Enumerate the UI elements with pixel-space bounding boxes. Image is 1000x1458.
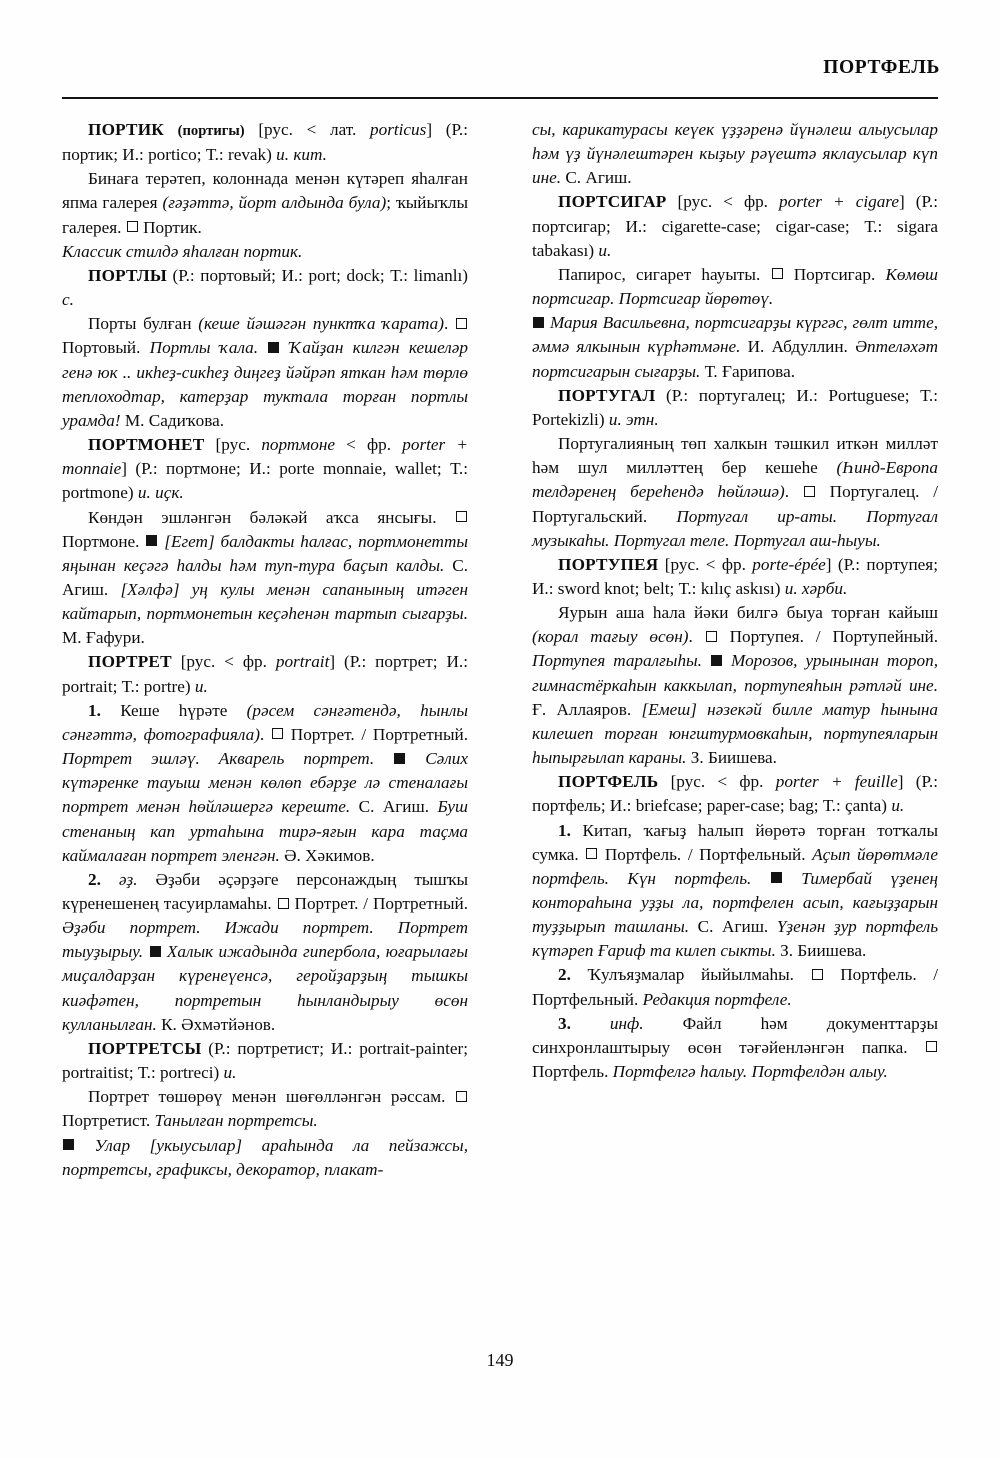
translation-glosses: (Р.: портфель; И.: briefcase; paper-case; bag; Т.: çanta) bbox=[532, 772, 938, 816]
filled-square-icon bbox=[711, 655, 722, 666]
entry-portretsy bbox=[62, 1037, 468, 1085]
citations-portsigar bbox=[532, 311, 938, 383]
example-phrase: Портрет эшләү. Акварель портрет. bbox=[62, 749, 375, 769]
russian-equivalent: Портовый. bbox=[62, 338, 141, 358]
etymology-source: porticus bbox=[370, 120, 427, 139]
usage-note: (ғәҙәттә, йорт алдында була) bbox=[162, 193, 387, 213]
definition-text: Папирос, сигарет һауыты. bbox=[558, 264, 761, 284]
headword: ПОРТИК bbox=[88, 120, 164, 139]
translation-glosses: (Р.: портмоне; И.: porte monnaie, wallet; Т.: portmone) bbox=[62, 459, 468, 503]
headword: ПОРТУГАЛ bbox=[558, 385, 656, 405]
definition-text: Көндән эшләнгән бәләкәй аҡса янсығы. bbox=[88, 507, 437, 527]
definition-text: Ҡулъяҙмалар йыйылмаһы. bbox=[587, 965, 794, 985]
entry-portret: ПОРТРЕТ [рус. < фр. portrait] (Р.: портрет; И.: portrait; Т.: portre) и. bbox=[62, 652, 468, 696]
etymology-source: porter + cigare bbox=[779, 192, 899, 212]
grammar-label: с. bbox=[62, 290, 74, 310]
filled-square-icon bbox=[533, 317, 544, 328]
definition-text: Китап, ҡағыҙ һалып йөрөтә торған тотҡалы сумка. bbox=[532, 820, 939, 864]
sense-number: 1. bbox=[558, 820, 571, 840]
entry-portik: ПОРТИК (портигы) [рус. < лат. porticus] (Р.: портик; И.: portico; Т.: revak) и. кит. bbox=[62, 120, 468, 165]
filled-square-icon bbox=[63, 1139, 74, 1150]
definition-portsigar bbox=[532, 263, 938, 311]
filled-square-icon bbox=[150, 946, 161, 957]
citation-text: Буш стенаның кап уртаһына тирә-яғын кара таҫма каймалаған портрет эленгән. bbox=[62, 797, 469, 865]
open-square-icon bbox=[926, 1041, 937, 1052]
usage-note: (кеше йәшәгән пунктҡа ҡарата) bbox=[198, 314, 444, 334]
open-square-icon bbox=[456, 318, 467, 329]
translation-glosses: (Р.: портретист; И.: portrait-painter; portraitist; Т.: portreci) bbox=[62, 1038, 468, 1083]
citation-text: Морозов, урынынан тороп, гимнастёркаһын каккылап, портупеяһын рәтләй ине. bbox=[532, 651, 939, 695]
headword: ПОРТМОНЕТ bbox=[88, 435, 205, 455]
example-phrase: Аҫып йөрөтмәле портфель. Күн портфель. bbox=[532, 844, 938, 888]
citation-text: Ҡайҙан килгән кешеләр генә юк .. икһеҙ-сикһеҙ диңгеҙ йәйрәп яткан һәм төрлө теплоходтар, катерҙар туктала торған портлы урамда! bbox=[62, 338, 469, 430]
citation-author: Т. Ғарипова. bbox=[704, 361, 795, 381]
entry-portly bbox=[62, 264, 468, 312]
example-phrase: Портлы ҡала. bbox=[149, 338, 259, 358]
definition-text: Портрет төшөрөү менән шөғөлләнгән рәссам. bbox=[88, 1087, 446, 1107]
etymology-source: porter + monnaie bbox=[62, 435, 468, 479]
citation-portretsy-run-on bbox=[62, 1134, 468, 1182]
citation-continuation bbox=[532, 118, 938, 190]
citation-author: К. Әхмәтйәнов. bbox=[161, 1014, 276, 1034]
citation-text: Үҙенән ҙур портфель күтәреп Ғариф та килеп сыкты. bbox=[532, 917, 939, 961]
grammar-label: и. bbox=[598, 240, 612, 260]
usage-note: (Һинд-Европа телдәренең береһендә һөйләшә) bbox=[532, 458, 938, 502]
etymology-source: porte-épée bbox=[752, 554, 826, 574]
translation-glosses: (Р.: портик; И.: portico; Т.: revak) bbox=[62, 120, 468, 165]
citation-author: М. Садиҡова. bbox=[124, 410, 225, 430]
etymology-source: porter + feuille bbox=[775, 772, 898, 792]
definition-portupeya: Яурын аша һала йәки билгә быуа торған кайыш (корал тағыу өсөн). Портупея. / Портупейный. Портупея таралғыһы. Морозов, урынынан тороп, гимнастёркаһын каккылап, портупеяһын рәтләй ине. Ғ. Аллаяров. [Емеш] нәзекәй билле матур һынына килешеп торған юнгштурмовкаһын, портупеяларын һыпырғылап караны. З. Биишева. bbox=[532, 603, 939, 768]
open-square-icon bbox=[706, 631, 717, 642]
russian-equivalent: Портретист. bbox=[62, 1111, 151, 1131]
grammar-label: и. хәрби. bbox=[784, 578, 848, 598]
sense-number: 2. bbox=[558, 965, 571, 985]
translation-glosses: (Р.: портовый; И.: port; dock; Т.: limanlı) bbox=[172, 265, 469, 285]
headword-form: (портигы) bbox=[177, 123, 245, 139]
citation-text: Улар [укыусылар] араһында ла пейзажсы, портретсы, графиксы, декоратор, плакат- bbox=[62, 1135, 468, 1179]
translation-glosses: (Р.: портсигар; И.: cigarette-case; cigar-case; Т.: sigara tabakası) bbox=[532, 192, 938, 260]
definition-portugal: Португалияның төп халкын тәшкил иткән милләт һәм шул милләттең бер кешеһе (Һинд-Европа телдәренең береһендә һөйләшә). Португалец. / Португальский. Португал ир-аты. Португал музыкаһы. Португал теле. Португал аш-һыуы. bbox=[532, 434, 939, 550]
entry-portsigar: ПОРТСИГАР [рус. < фр. porter + cigare] (Р.: портсигар; И.: cigarette-case; cigar-case; Т.: sigara tabakası) и. bbox=[532, 192, 938, 260]
grammar-label: и. bbox=[223, 1063, 237, 1083]
russian-equivalent: Портсигар. bbox=[793, 264, 876, 284]
citation-author: С. Агиш. bbox=[358, 797, 430, 817]
russian-equivalent: Портфель. bbox=[532, 1062, 609, 1082]
usage-note: (корал тағыу өсөн) bbox=[532, 627, 689, 647]
definition-portretsy bbox=[62, 1085, 468, 1133]
russian-equivalent: Портупея. / Портупейный. bbox=[729, 627, 939, 647]
running-head: ПОРТФЕЛЬ bbox=[823, 57, 940, 78]
example-phrase: Портфелгә һалыу. Портфелдән алыу. bbox=[612, 1062, 888, 1082]
citation-author: С. Агиш. bbox=[62, 555, 468, 599]
headword: ПОРТФЕЛЬ bbox=[558, 772, 659, 792]
citation-author: И. Абдуллин. bbox=[747, 337, 848, 357]
sense-number: 1. bbox=[88, 700, 101, 720]
open-square-icon bbox=[804, 486, 815, 497]
open-square-icon bbox=[812, 969, 823, 980]
entry-portupeya: ПОРТУПЕЯ [рус. < фр. porte-épée] (Р.: портупея; И.: sword knot; belt; Т.: kılıç askısı) и. хәрби. bbox=[532, 554, 938, 598]
citation-text: [Емеш] нәзекәй билле матур һынына килешеп торған юнгштурмовкаһын, портупеяларын һыпырғылап караны. bbox=[532, 699, 939, 768]
open-square-icon bbox=[456, 511, 467, 522]
grammar-label: и. этн. bbox=[608, 409, 659, 429]
etymology-source: portrait bbox=[275, 652, 330, 672]
sense-portret-2 bbox=[62, 868, 468, 1037]
open-square-icon bbox=[272, 728, 283, 739]
filled-square-icon bbox=[268, 342, 279, 353]
sense-number: 2. bbox=[88, 869, 101, 889]
open-square-icon bbox=[127, 221, 138, 232]
filled-square-icon bbox=[771, 872, 782, 883]
open-square-icon bbox=[278, 898, 289, 909]
headword: ПОРТЛЫ bbox=[88, 265, 167, 285]
grammar-label: и. bbox=[891, 796, 905, 816]
citation-author: Ғ. Аллаяров. bbox=[532, 699, 632, 719]
sense-number: 3. bbox=[558, 1013, 571, 1033]
usage-note: (рәсем сәнғәтендә, һынлы сәнғәттә, фотографияла) bbox=[62, 700, 469, 744]
sense-label: әҙ. bbox=[118, 869, 138, 889]
open-square-icon bbox=[772, 268, 783, 279]
citation-text: Мария Васильевна, портсигарҙы күргәс, гөлт итте, әммә ялкынын күрһәтмәне. bbox=[532, 313, 939, 357]
grammar-label: и. bbox=[194, 676, 208, 696]
citation-text: Тимербай үҙенең контораһына уҙҙы ла, портфелен асып, кағыҙҙарын туҙҙырып ташланы. bbox=[532, 868, 939, 937]
etymology-russian: портмоне bbox=[261, 435, 336, 455]
citation-author: М. Ғафури. bbox=[62, 628, 145, 648]
sense-portfel-3 bbox=[532, 1012, 938, 1084]
russian-equivalent: Портмоне. bbox=[62, 531, 140, 551]
sense-portfel-2 bbox=[532, 963, 938, 1011]
citation-text: Халык ижадында гипербола, юғарылағы миҫалдарҙан күренеүенсә, геройҙарҙың тышкы киәфәтен, портретын һынландырыу өсөн кулланылған. bbox=[62, 942, 469, 1034]
translation-glosses: (Р.: портупея; И.: sword knot; belt; Т.: kılıç askısı) bbox=[532, 554, 938, 598]
example-phrase: Классик стилдә яһалған портик. bbox=[62, 241, 303, 261]
example-phrase: Әҙәби портрет. Ижади портрет. Портрет тыуҙырыу. bbox=[62, 918, 468, 962]
russian-equivalent: Португалец. / Португальский. bbox=[532, 482, 939, 526]
citation-text: сы, карикатурасы кеүек үҙҙәренә йүнәлеш алыусылар һәм үҙ йүнәлештәрен кыҙыу рәүештә яклаусылар күп ине. bbox=[532, 120, 938, 188]
two-column-body bbox=[62, 118, 938, 1323]
example-phrase: Португал ир-аты. Португал музыкаһы. Португал теле. Португал аш-һыуы. bbox=[532, 506, 938, 550]
citation-text: Сәлих күтәренке тауыш менән көлөп ебәрҙе лә стеналағы портрет менән һөйләшергә кереште. bbox=[62, 749, 469, 817]
headword: ПОРТСИГАР bbox=[558, 192, 667, 212]
filled-square-icon bbox=[146, 535, 157, 546]
definition-portly: Порты булған (кеше йәшәгән пунктҡа ҡарата). Портовый. Портлы ҡала. Ҡайҙан килгән кешеләр генә юк .. икһеҙ-сикһеҙ диңгеҙ йәйрәп яткан һәм төрлө теплоходтар, катерҙар туктала торған портлы урамда! М. Садиҡова. bbox=[62, 314, 469, 430]
filled-square-icon bbox=[394, 753, 405, 764]
example-phrase: Көмөш портсигар. Портсигар йөрөтөү. bbox=[532, 264, 939, 309]
open-square-icon bbox=[456, 1091, 467, 1102]
russian-equivalent: Портрет. / Портретный. bbox=[290, 724, 468, 744]
translation-glosses: (Р.: португалец; И.: Portuguese; Т.: Portekizli) bbox=[532, 385, 938, 429]
header-rule bbox=[62, 97, 938, 99]
sense-label: инф. bbox=[609, 1013, 644, 1033]
headword: ПОРТРЕТ bbox=[88, 652, 172, 672]
russian-equivalent: Портфель. / Портфельный. bbox=[532, 965, 939, 1009]
citation-author: З. Биишева. bbox=[780, 941, 867, 961]
example-phrase: Редакция портфеле. bbox=[642, 989, 792, 1009]
headword: ПОРТУПЕЯ bbox=[558, 554, 659, 574]
citation-text: [Егет] балдакты һалғас, портмонетты яңынан кеҫәгә һалды һәм туп-тура баҫып калды. bbox=[62, 531, 469, 575]
sense-portret-1: 1. Кеше һүрәте (рәсем сәнғәтендә, һынлы сәнғәттә, фотографияла). Портрет. / Портретный. Портрет эшләү. Акварель портрет. Сәлих күтәренке тауыш менән көлөп ебәрҙе лә стеналағы портрет менән һөйләшергә кереште. С. Агиш. Буш стенаның кап уртаһына тирә-яғын кара таҫма каймалаған портрет эленгән. Ә. Хәкимов. bbox=[62, 700, 469, 865]
grammar-label: и. кит. bbox=[276, 145, 327, 165]
entry-portmonet: ПОРТМОНЕТ [рус. портмоне < фр. porter + monnaie] (Р.: портмоне; И.: porte monnaie, wallet; Т.: portmone) и. иҫк. bbox=[62, 435, 468, 503]
example-phrase: Портупея таралғыһы. bbox=[532, 651, 702, 671]
citation-author: С. Агиш. bbox=[697, 917, 769, 937]
headword: ПОРТРЕТСЫ bbox=[88, 1038, 202, 1058]
russian-equivalent: Портфель. / Портфельный. bbox=[604, 844, 806, 864]
translation-glosses: (Р.: портрет; И.: portrait; Т.: portre) bbox=[62, 652, 468, 696]
russian-equivalent: Портик. bbox=[143, 217, 202, 237]
definition-text: Файл һәм документтарҙы синхронлаштырыу өсөн тәғәйенләнгән папка. bbox=[532, 1013, 939, 1057]
definition-text: Әҙәби әҫәрҙәге персонаждың тышҡы күренешенең тасуирламаһы. bbox=[62, 869, 469, 913]
citation-author: З. Биишева. bbox=[690, 748, 777, 768]
definition-portik: Бинаға терәтеп, колоннада менән күтәреп яһалған япма галерея (ғәҙәттә, йорт алдында була); ҡыйыҡлы галерея. Портик. Классик стилдә яһалған портик. bbox=[62, 169, 469, 261]
citation-author: Ә. Хәкимов. bbox=[284, 845, 375, 865]
definition-portmonet bbox=[62, 506, 468, 651]
sense-portfel-1 bbox=[532, 819, 938, 964]
russian-equivalent: Портрет. / Портретный. bbox=[294, 894, 469, 913]
citation-author: С. Агиш. bbox=[565, 168, 632, 188]
citation-text: [Хәлфә] уң кулы менән сапанының итәген кайтарып, портмонетын кеҫәһенән тартып сығарҙы. bbox=[62, 579, 469, 624]
left-column bbox=[62, 118, 468, 1323]
example-phrase: Танылған портретсы. bbox=[154, 1111, 318, 1131]
page-number: 149 bbox=[486, 1350, 514, 1370]
entry-portfel: ПОРТФЕЛЬ [рус. < фр. porter + feuille] (Р.: портфель; И.: briefcase; paper-case; bag; Т.: çanta) и. bbox=[532, 772, 938, 816]
grammar-label: и. иҫк. bbox=[137, 483, 184, 503]
citation-text: Әптеләхәт портсигарын сығарҙы. bbox=[532, 337, 939, 381]
right-column bbox=[532, 118, 938, 1323]
open-square-icon bbox=[586, 848, 597, 859]
entry-portugal bbox=[532, 384, 938, 432]
